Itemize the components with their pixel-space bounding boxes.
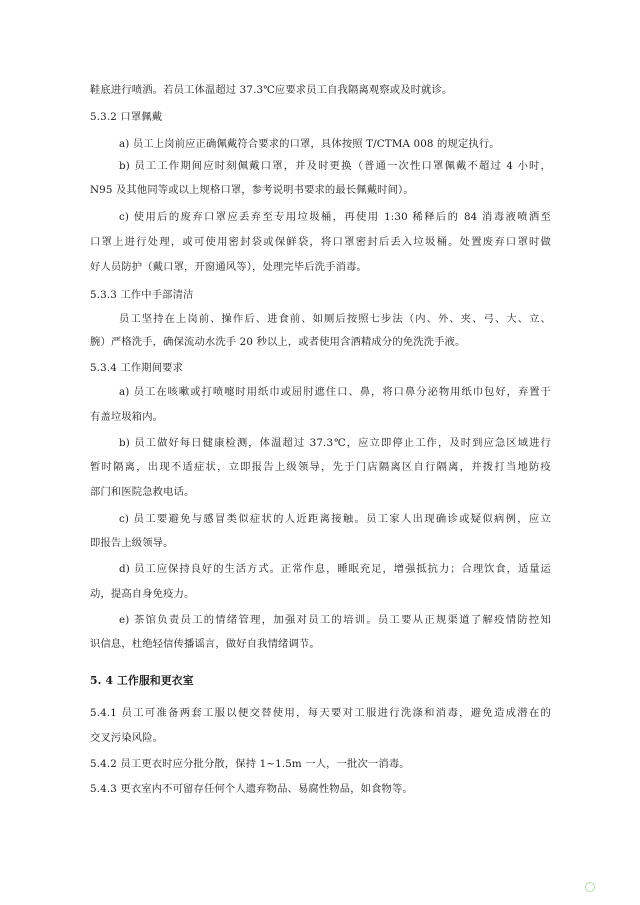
text-line: 口罩上进行处理，或可使用密封袋或保鲜袋，将口罩密封后丢入垃圾桶。处置废弃口罩时做 [90, 236, 551, 248]
text-line: 动，提高自身免疫力。 [90, 588, 195, 600]
section-heading: 5.3.3 工作中手部清洁 [90, 289, 194, 301]
text-line: 暂时隔离，出现不适症状，立即报告上级领导，先于门店隔离区自行隔离，并拨打当地防疫 [90, 461, 551, 473]
paragraph-line: 员工坚持在上岗前、操作后、进食前、如厕后按照七步法（内、外、夹、弓、大、立、 [119, 313, 551, 325]
text-line: 交叉污染风险。 [90, 732, 164, 744]
list-item: b) 员工做好每日健康检测，体温超过 37.3℃，应立即停止工作，及时到应急区域进行 [119, 437, 551, 449]
list-item: e) 茶馆负责员工的情绪管理，加强对员工的培训。员工要从正规渠道了解疫情防控知 [119, 614, 551, 626]
list-item: c) 员工要避免与感冒类似症状的人近距离接触。员工家人出现确诊或疑似病例，应立 [119, 513, 551, 525]
clause-item: 5.4.3 更衣室内不可留存任何个人遗弃物品、易腐性物品，如食物等。 [90, 783, 413, 795]
text-line: 有盖垃圾箱内。 [90, 411, 164, 423]
list-item: a) 员工在咳嗽或打喷嚏时用纸巾或屈肘遮住口、鼻，将口鼻分泌物用纸巾包好，弃置于 [119, 386, 551, 398]
list-item: b) 员工工作期间应时刻佩戴口罩，并及时更换（普通一次性口罩佩戴不超过 4 小时， [119, 160, 551, 172]
text-line: 腕）严格洗手，确保流动水洗手 20 秒以上，或者使用含酒精成分的免洗洗手液。 [90, 336, 466, 348]
clause-item: 5.4.1 员工可准备两套工服以便交替使用，每天要对工服进行洗涤和消毒，避免造成潜在的 [90, 707, 551, 719]
text-line: 部门和医院急救电话。 [90, 486, 195, 498]
circle-icon [585, 882, 595, 892]
list-item: d) 员工应保持良好的生活方式。正常作息，睡眠充足，增强抵抗力；合理饮食，适量运 [119, 563, 551, 575]
text-line: 鞋底进行喷洒。若员工体温超过 37.3℃应要求员工自我隔离观察或及时就诊。 [90, 84, 453, 96]
section-heading: 5.3.2 口罩佩戴 [90, 111, 163, 123]
list-item: a) 员工上岗前应正确佩戴符合要求的口罩，具体按照 T/CTMA 008 的规定执行。 [119, 138, 500, 150]
text-line: 好人员防护（戴口罩，开窗通风等），处理完毕后洗手消毒。 [90, 261, 367, 273]
section-title: 5. 4 工作服和更衣室 [90, 674, 194, 687]
list-item: c) 使用后的废弃口罩应丢弃至专用垃圾桶，再使用 1:30 稀释后的 84 消毒液喷洒至 [119, 211, 551, 223]
clause-item: 5.4.2 员工更衣时应分批分散，保持 1~1.5m 一人，一批次一消毒。 [90, 758, 410, 770]
text-line: 即报告上级领导。 [90, 537, 174, 549]
text-line: N95 及其他同等或以上规格口罩，参考说明书要求的最长佩戴时间）。 [90, 184, 414, 196]
text-line: 识信息，杜绝轻信传播谣言，做好自我情绪调节。 [90, 638, 320, 650]
section-heading: 5.3.4 工作期间要求 [90, 362, 184, 374]
